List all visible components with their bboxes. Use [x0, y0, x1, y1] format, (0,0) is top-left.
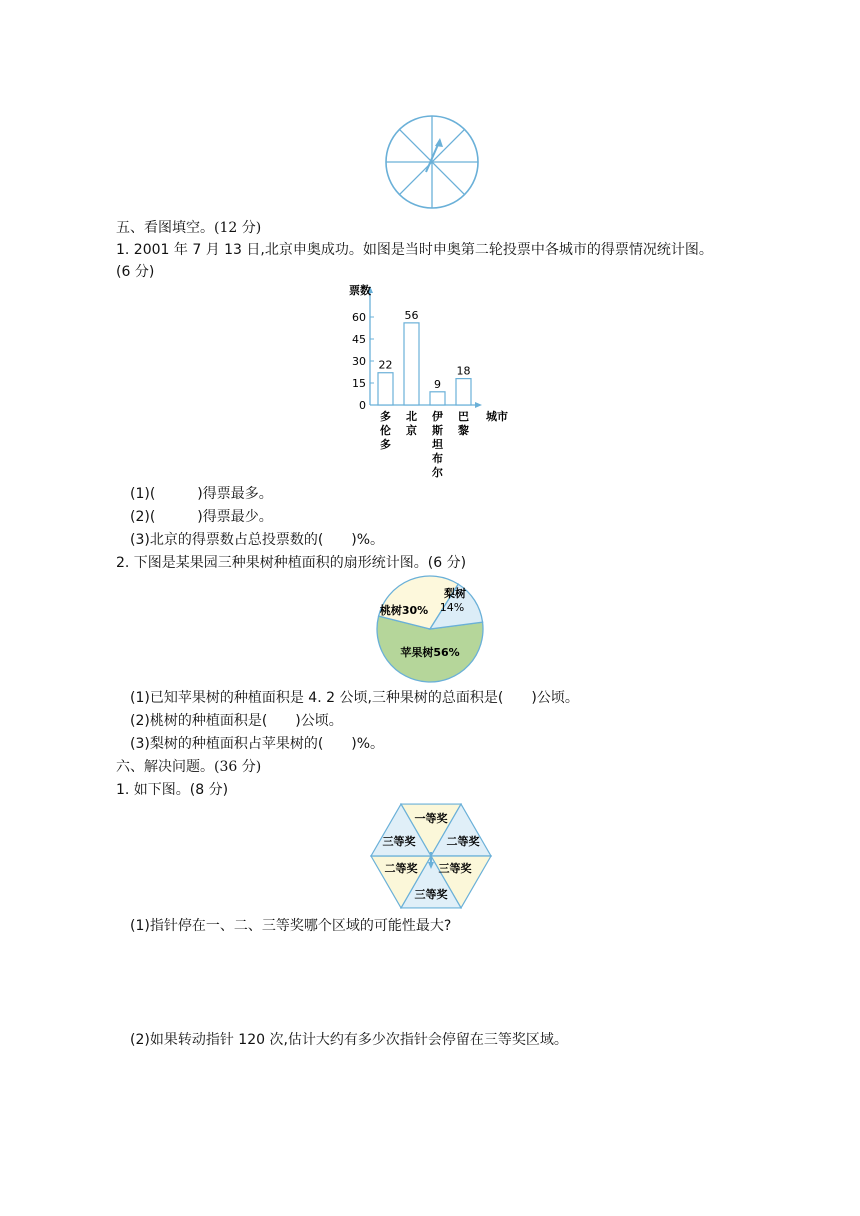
category-label: 斯 [432, 424, 443, 437]
y-axis-label: 票数 [349, 284, 371, 297]
y-tick-label: 0 [359, 399, 366, 412]
bar-value-label: 9 [434, 377, 441, 391]
s5-q2-sub2: (2)桃树的种植面积是( )公顷。 [130, 713, 343, 729]
hex-sector-label: 三等奖 [382, 835, 416, 848]
bar [456, 379, 471, 405]
category-label: 坦 [432, 438, 443, 451]
y-tick-label: 30 [352, 355, 366, 368]
s6-q1-sub1: (1)指针停在一、二、三等奖哪个区域的可能性最大? [130, 918, 452, 934]
s6-q1-text: 1. 如下图。(8 分) [116, 782, 229, 798]
y-tick-label: 15 [352, 377, 366, 390]
category-label: 黎 [458, 424, 469, 437]
category-label: 多 [380, 438, 391, 451]
s5-q2-sub1: (1)已知苹果树的种植面积是 4. 2 公顷,三种果树的总面积是( )公顷。 [130, 690, 579, 706]
category-label: 巴 [458, 410, 469, 423]
s5-q1-points: (6 分) [116, 264, 155, 280]
bar [430, 392, 445, 405]
s5-q2-text: 2. 下图是某果园三种果树种植面积的扇形统计图。(6 分) [116, 555, 467, 571]
pie-label-apple: 苹果树56% [400, 646, 460, 659]
hexagon-spinner-figure [369, 801, 493, 911]
hex-sector-label: 三等奖 [438, 862, 472, 875]
category-label: 京 [406, 424, 417, 437]
y-tick-label: 60 [352, 311, 366, 324]
bar [378, 373, 393, 405]
bar-value-label: 18 [456, 364, 471, 378]
category-label: 多 [380, 410, 391, 423]
hex-sector-label: 二等奖 [384, 862, 418, 875]
s5-q1-text: 1. 2001 年 7 月 13 日,北京申奥成功。如图是当时申奥第二轮投票中各城市的得票情况统计图。 [116, 242, 713, 258]
category-label: 伦 [380, 424, 391, 437]
vote-bar-chart [340, 280, 510, 480]
pie-label-peach: 桃树30% [379, 604, 429, 617]
pie-label-pear-pct: 14% [439, 601, 465, 614]
s5-q2-sub3: (3)梨树的种植面积占苹果树的( )%。 [130, 736, 385, 752]
x-axis-label: 城市 [486, 410, 508, 423]
bar-value-label: 22 [378, 358, 393, 372]
orchard-pie-chart [374, 573, 486, 685]
category-label: 伊 [432, 410, 443, 423]
category-label: 布 [432, 452, 443, 465]
s5-q1-sub3: (3)北京的得票数占总投票数的( )%。 [130, 532, 385, 548]
bar-value-label: 56 [404, 308, 419, 322]
hex-sector-label: 二等奖 [446, 835, 480, 848]
bar [404, 323, 419, 405]
pie-label-pear: 梨树 [444, 587, 466, 600]
category-label: 北 [406, 410, 417, 423]
section6-heading: 六、解决问题。(36 分) [116, 759, 262, 775]
x-axis-arrow [475, 402, 482, 408]
section5-heading: 五、看图填空。(12 分) [116, 220, 262, 236]
spinner-circle-figure [382, 112, 482, 212]
s5-q1-sub2: (2)( )得票最少。 [130, 509, 273, 525]
s5-q1-sub1: (1)( )得票最多。 [130, 486, 273, 502]
y-tick-label: 45 [352, 333, 366, 346]
s6-q1-sub2: (2)如果转动指针 120 次,估计大约有多少次指针会停留在三等奖区域。 [130, 1032, 568, 1048]
hex-sector-label: 一等奖 [414, 812, 448, 825]
hex-sector-label: 三等奖 [414, 888, 448, 901]
category-label: 尔 [432, 466, 443, 479]
